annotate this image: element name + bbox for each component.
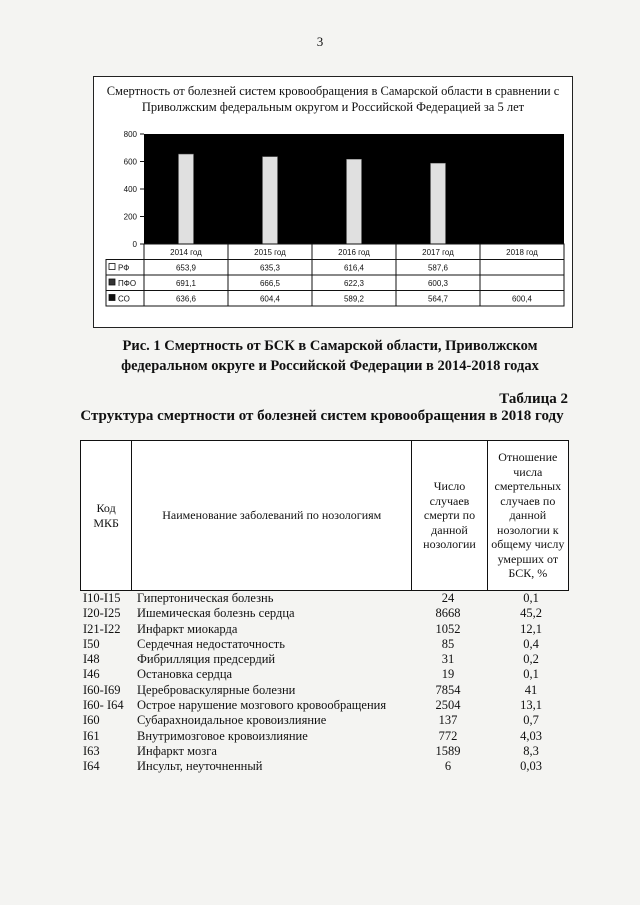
series-name: СО xyxy=(118,294,130,304)
table-row xyxy=(83,729,569,744)
bar-chart xyxy=(94,77,572,327)
row-percent: 45,2 xyxy=(520,606,542,621)
data-label: 564,7 xyxy=(427,294,449,304)
data-label: 600,4 xyxy=(511,294,533,304)
bar xyxy=(347,159,362,244)
y-tick-label: 0 xyxy=(132,240,137,249)
header-count: Число случаев смерти по данной нозологии xyxy=(412,441,487,591)
bar xyxy=(431,163,446,244)
row-name: Фибрилляция предсердий xyxy=(137,652,276,667)
row-percent: 0,03 xyxy=(520,759,542,774)
data-label: 587,6 xyxy=(427,263,449,273)
row-percent: 0,1 xyxy=(523,591,539,605)
row-name: Субарахноидальное кровоизлияние xyxy=(137,713,327,728)
row-code: I61 xyxy=(83,728,100,743)
legend-marker xyxy=(109,264,115,270)
table-row xyxy=(83,637,569,652)
data-label: 653,9 xyxy=(175,263,197,273)
row-count: 6 xyxy=(444,759,452,774)
table-row xyxy=(83,652,569,667)
row-percent: 41 xyxy=(524,682,538,697)
legend-marker xyxy=(109,295,115,301)
page-number: 3 xyxy=(316,34,324,49)
data-table-frame xyxy=(106,260,564,307)
row-percent: 4,03 xyxy=(520,728,542,743)
row-name: Цереброваскулярные болезни xyxy=(137,682,296,697)
row-count: 2504 xyxy=(435,698,461,713)
row-percent: 0,1 xyxy=(523,667,539,682)
row-code: I21-I22 xyxy=(83,621,121,636)
row-percent: 12,1 xyxy=(520,621,542,636)
row-count: 1052 xyxy=(435,621,461,636)
table-row xyxy=(83,698,569,713)
data-label: 666,5 xyxy=(259,279,281,288)
table-row xyxy=(83,622,569,637)
y-tick-label: 200 xyxy=(123,212,137,222)
row-count: 137 xyxy=(438,713,458,728)
data-label: 635,3 xyxy=(259,263,281,273)
row-percent: 13,1 xyxy=(520,698,542,713)
row-name: Внутримозговое кровоизлияние xyxy=(137,728,308,743)
row-count: 24 xyxy=(441,591,455,605)
header-code: Код МКБ xyxy=(81,441,132,591)
row-count: 772 xyxy=(438,728,458,743)
row-code: I20-I25 xyxy=(83,606,121,621)
caption-line1: Рис. 1 Смертность от БСК в Самарской области, Приволжском xyxy=(122,338,538,354)
figure-caption xyxy=(90,336,570,376)
table-label: Таблица 2 xyxy=(499,391,568,407)
row-name: Сердечная недостаточность xyxy=(137,636,285,651)
legend-marker xyxy=(109,279,115,285)
table-body xyxy=(83,591,569,775)
table-row xyxy=(83,744,569,759)
row-name: Остановка сердца xyxy=(137,667,233,682)
row-count: 19 xyxy=(441,667,455,682)
series-name: РФ xyxy=(118,263,130,273)
data-label: 600,3 xyxy=(427,279,449,288)
table-row xyxy=(83,606,569,621)
data-label: 604,4 xyxy=(259,294,281,304)
category-label: 2015 год xyxy=(254,248,286,257)
row-percent: 0,2 xyxy=(523,652,539,667)
category-label: 2018 год xyxy=(506,248,538,257)
bar xyxy=(263,157,278,244)
row-code: I64 xyxy=(83,759,100,774)
row-code: I60-I69 xyxy=(83,682,121,697)
row-code: I60 xyxy=(83,713,100,728)
row-code: I10-I15 xyxy=(83,591,121,605)
bar xyxy=(179,154,194,244)
row-count: 85 xyxy=(441,636,455,651)
data-label: 589,2 xyxy=(343,294,365,304)
row-name: Инсульт, неуточненный xyxy=(137,759,263,774)
data-label: 636,6 xyxy=(175,294,197,304)
y-tick-label: 800 xyxy=(123,130,137,139)
row-code: I46 xyxy=(83,667,100,682)
row-count: 7854 xyxy=(435,682,461,697)
table-row xyxy=(83,683,569,698)
row-count: 31 xyxy=(441,652,455,667)
category-label: 2014 год xyxy=(170,248,202,257)
table-title: Структура смертности от болезней систем кровообращения в 2018 году xyxy=(80,408,564,424)
y-tick-label: 400 xyxy=(123,185,137,194)
caption-line2: федеральном округе и Российской Федерации в 2014-2018 годах xyxy=(121,358,539,374)
table-row xyxy=(83,759,569,774)
chart-title-line1: Смертность от болезней систем кровообращения в Самарской области в сравнении с xyxy=(106,84,560,98)
header-ratio: Отношение числа смертельных случаев по данной нозологии к общему числу умерших от БСК, % xyxy=(487,441,568,591)
table-header xyxy=(80,440,569,591)
row-code: I60- I64 xyxy=(83,698,124,713)
row-name: Инфаркт миокарда xyxy=(137,621,238,636)
row-name: Гипертоническая болезнь xyxy=(137,591,274,605)
row-percent: 8,3 xyxy=(523,743,539,758)
table-row xyxy=(83,713,569,728)
row-percent: 0,7 xyxy=(523,713,539,728)
y-tick-label: 600 xyxy=(123,157,137,167)
row-code: I50 xyxy=(83,636,100,651)
chart-title-line2: Приволжским федеральным округом и Российской Федерацией за 5 лет xyxy=(141,100,525,114)
data-label: 616,4 xyxy=(343,263,365,273)
table-row xyxy=(83,667,569,682)
row-count: 8668 xyxy=(435,606,461,621)
row-count: 1589 xyxy=(435,743,461,758)
series-name: ПФО xyxy=(118,279,137,288)
row-name: Ишемическая болезнь сердца xyxy=(137,606,295,621)
row-code: I48 xyxy=(83,652,100,667)
table-row xyxy=(83,591,569,606)
category-label: 2017 год xyxy=(422,248,454,257)
category-label: 2016 год xyxy=(338,248,370,257)
data-label: 622,3 xyxy=(343,279,365,288)
header-name: Наименование заболеваний по нозологиям xyxy=(132,441,412,591)
data-label: 691,1 xyxy=(175,279,197,288)
row-name: Инфаркт мозга xyxy=(137,743,217,758)
row-code: I63 xyxy=(83,743,100,758)
chart-frame xyxy=(93,76,573,328)
row-percent: 0,4 xyxy=(523,636,539,651)
row-name: Острое нарушение мозгового кровообращения xyxy=(137,698,387,713)
